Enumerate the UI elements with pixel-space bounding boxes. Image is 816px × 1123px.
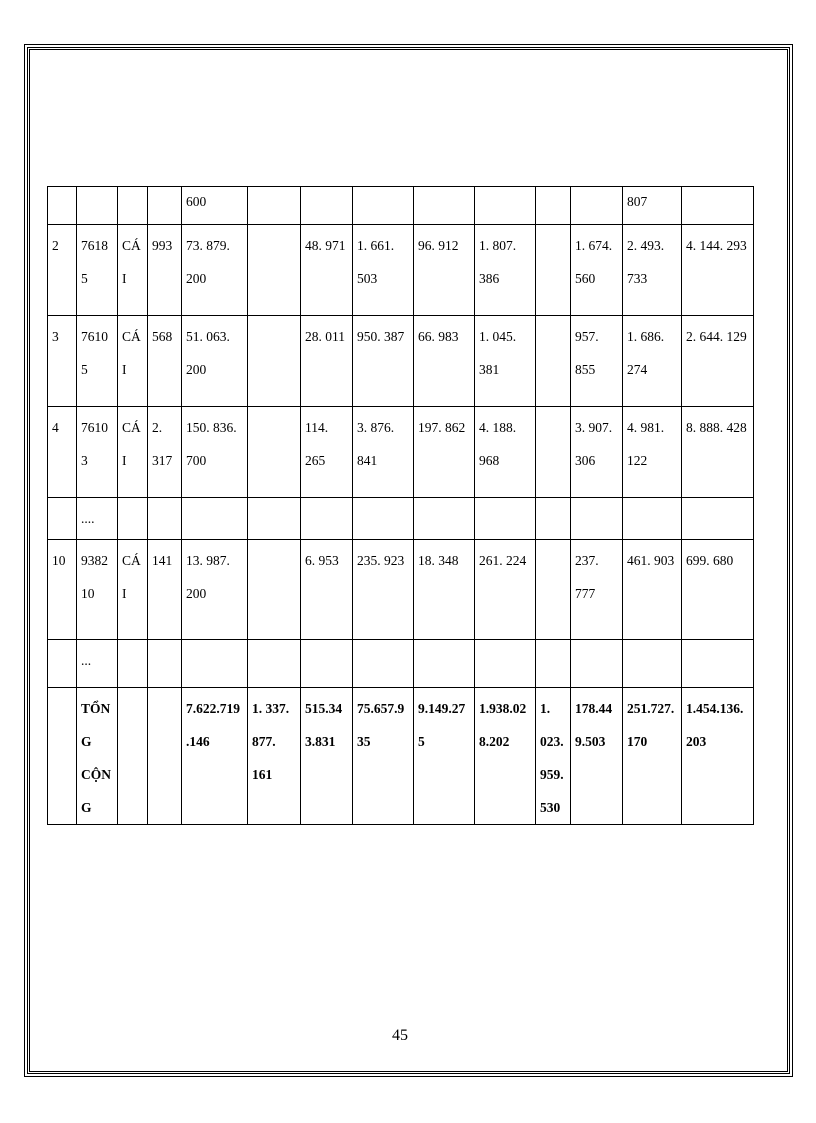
cell [182,640,248,688]
cell: 261. 224 [475,540,536,640]
cell: .... [77,498,118,540]
cell [248,407,301,498]
cell [118,498,148,540]
cell: 150. 836. 700 [182,407,248,498]
cell [301,640,353,688]
cell: 13. 987. 200 [182,540,248,640]
cell: 600 [182,187,248,225]
table-row [48,187,754,225]
unit-cell: CÁI [118,407,148,498]
cell: 4. 188. 968 [475,407,536,498]
cell [48,187,77,225]
cell: 6. 953 [301,540,353,640]
page-number: 45 [392,1027,408,1044]
cell: 235. 923 [353,540,414,640]
cell [248,187,301,225]
cell [148,640,182,688]
cell [571,640,623,688]
table-row [48,225,754,316]
cell: 18. 348 [414,540,475,640]
cell: 993 [148,225,182,316]
cell: 4 [48,407,77,498]
cell: 3 [48,316,77,407]
total-cell: 178.449.503 [571,688,623,825]
cell [148,187,182,225]
total-cell [118,688,148,825]
cell [536,498,571,540]
total-cell [148,688,182,825]
cell [623,498,682,540]
cell [475,187,536,225]
cell [353,498,414,540]
cell: 1. 661. 503 [353,225,414,316]
cell: 197. 862 [414,407,475,498]
cell [148,498,182,540]
cell: 51. 063. 200 [182,316,248,407]
cell: 48. 971 [301,225,353,316]
cell: 3. 876. 841 [353,407,414,498]
cell [536,225,571,316]
table-row [48,640,754,688]
cell [301,187,353,225]
total-cell: 1.938.028.202 [475,688,536,825]
cell [77,187,118,225]
cell: 4. 144. 293 [682,225,754,316]
cell [623,640,682,688]
cell [536,316,571,407]
cell [248,225,301,316]
cell: ... [77,640,118,688]
total-cell: 9.149.275 [414,688,475,825]
cell: 10 [48,540,77,640]
cell [536,187,571,225]
cell: 1. 674. 560 [571,225,623,316]
cell [571,187,623,225]
cell: 957. 855 [571,316,623,407]
cell: 568 [148,316,182,407]
cell: 1. 807. 386 [475,225,536,316]
cell: 73. 879. 200 [182,225,248,316]
table-row [48,498,754,540]
total-cell: 75.657.935 [353,688,414,825]
cell: 2 [48,225,77,316]
cell: 461. 903 [623,540,682,640]
total-cell: 251.727.170 [623,688,682,825]
table-row [48,407,754,498]
unit-cell: CÁI [118,225,148,316]
cell [301,498,353,540]
total-cell [48,688,77,825]
cell [536,540,571,640]
cell: 66. 983 [414,316,475,407]
cell [682,187,754,225]
cell [475,498,536,540]
cell [48,498,77,540]
cell: 1. 686. 274 [623,316,682,407]
cell [248,316,301,407]
cell [682,640,754,688]
cell [536,407,571,498]
unit-cell: CÁI [118,316,148,407]
total-cell: 7.622.719.146 [182,688,248,825]
cell [182,498,248,540]
table-row [48,316,754,407]
cell: 76105 [77,316,118,407]
cell: 2. 317 [148,407,182,498]
cell [353,187,414,225]
cell [682,498,754,540]
cell [536,640,571,688]
cell [118,187,148,225]
total-label: TỔNG CỘNG [77,688,118,825]
cell: 2. 493. 733 [623,225,682,316]
cell: 8. 888. 428 [682,407,754,498]
total-row [48,688,754,825]
cell [414,498,475,540]
cell: 2. 644. 129 [682,316,754,407]
cell: 96. 912 [414,225,475,316]
cell: 76185 [77,225,118,316]
unit-cell: CÁI [118,540,148,640]
cell: 1. 045. 381 [475,316,536,407]
cell: 237. 777 [571,540,623,640]
cell [248,498,301,540]
cell [571,498,623,540]
cell: 807 [623,187,682,225]
total-cell: 1.454.136.203 [682,688,754,825]
cell [353,640,414,688]
inventory-table [47,186,754,825]
cell: 114. 265 [301,407,353,498]
cell [118,640,148,688]
total-cell: 515.343.831 [301,688,353,825]
cell [414,640,475,688]
cell [414,187,475,225]
cell: 28. 011 [301,316,353,407]
total-cell: 1. 337. 877. 161 [248,688,301,825]
cell: 141 [148,540,182,640]
total-cell: 1. 023. 959.530 [536,688,571,825]
cell: 938210 [77,540,118,640]
cell: 3. 907. 306 [571,407,623,498]
cell [48,640,77,688]
cell: 699. 680 [682,540,754,640]
cell: 950. 387 [353,316,414,407]
cell [475,640,536,688]
cell [248,540,301,640]
cell [248,640,301,688]
cell: 76103 [77,407,118,498]
cell: 4. 981. 122 [623,407,682,498]
table-row [48,540,754,640]
